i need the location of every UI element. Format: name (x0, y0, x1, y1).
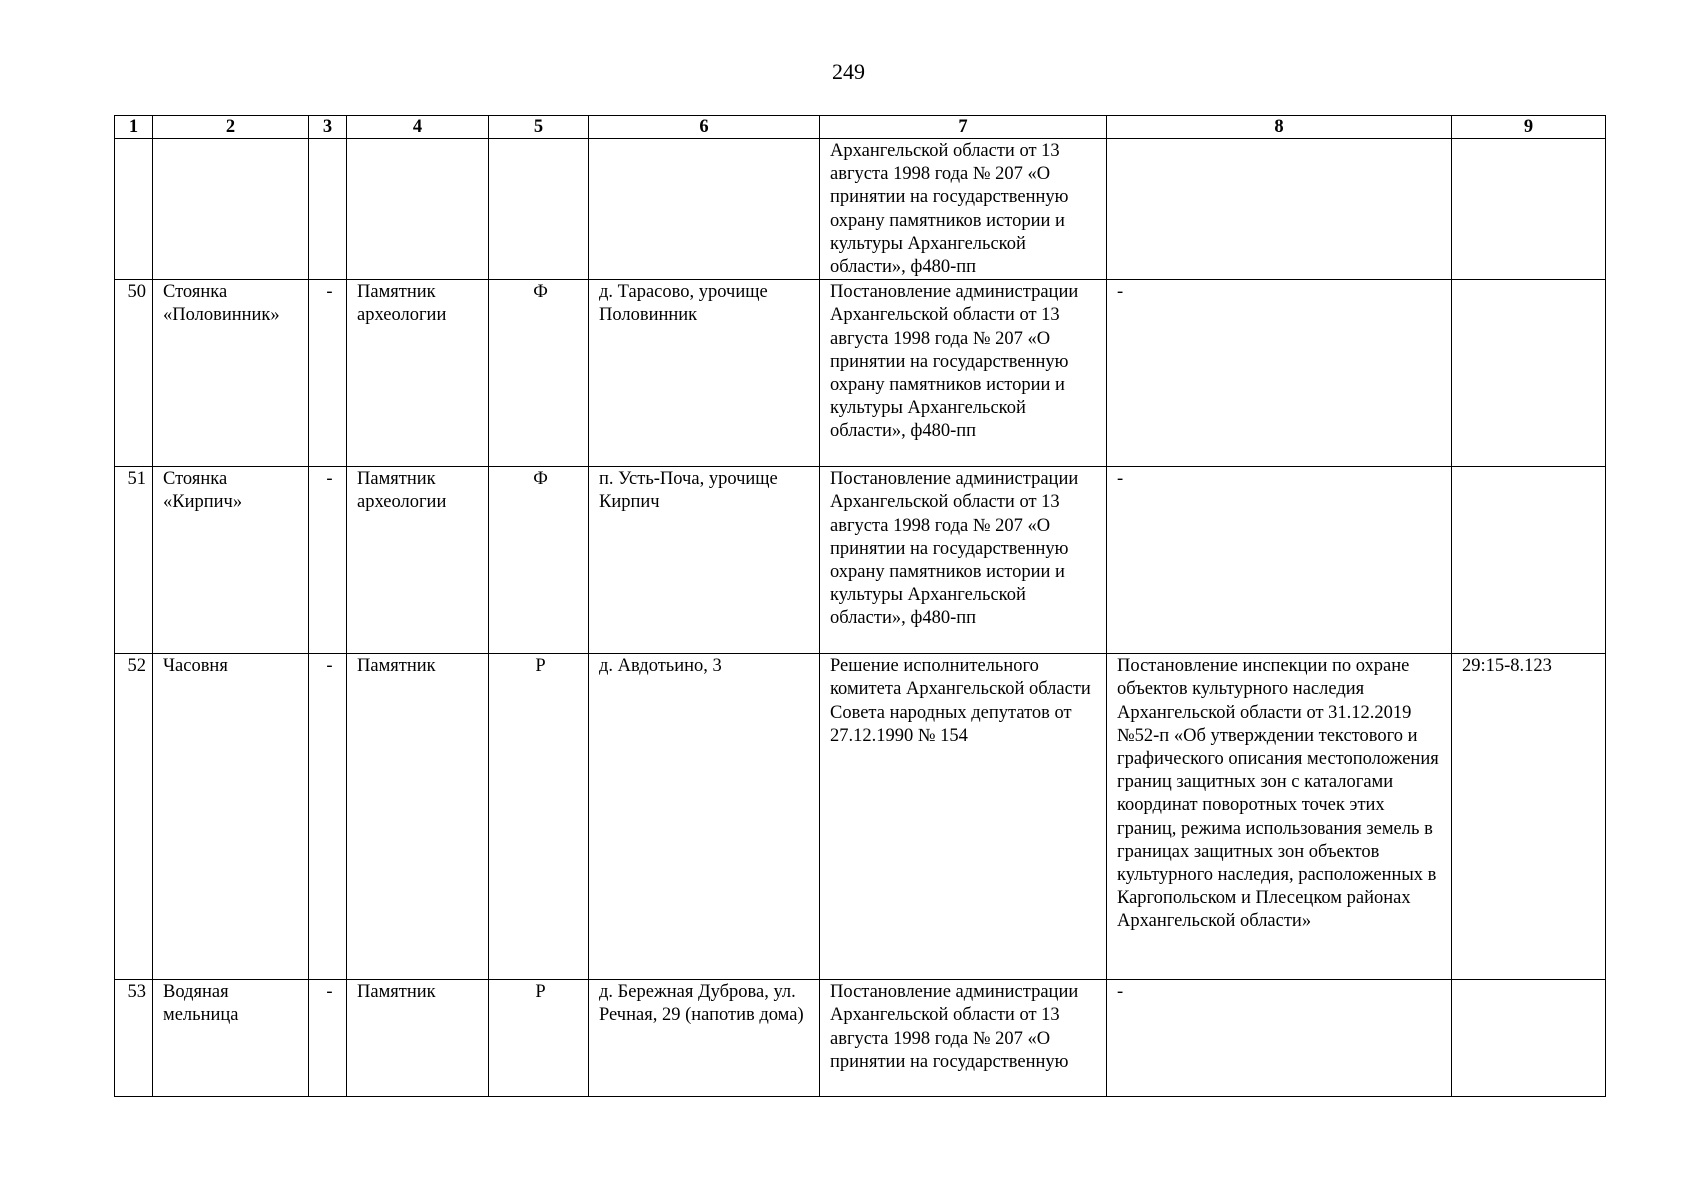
cell-zone-doc: - (1107, 280, 1452, 467)
header-row (115, 116, 1606, 139)
cell-num (115, 139, 153, 280)
cell-name (153, 139, 309, 280)
table-row (115, 654, 1606, 980)
header-cell-2: 2 (153, 116, 309, 139)
cell-address: д. Авдотьино, 3 (589, 654, 820, 980)
cell-num: 50 (115, 280, 153, 467)
cell-category (489, 139, 589, 280)
cell-address: д. Бережная Дуброва, ул. Речная, 29 (напотив дома) (589, 980, 820, 1097)
header-cell-8: 8 (1107, 116, 1452, 139)
cell-num: 51 (115, 467, 153, 654)
cell-zone-doc: Постановление инспекции по охране объектов культурного наследия Архангельской области от 31.12.2019 №52-п «Об утверждении текстового и графического описания местоположения границ защитных зон с каталогами координат поворотных точек этих границ, режима использования земель в границах защитных зон объектов культурного наследия, расположенных в Каргопольском и Плесецком районах Архангельской области» (1107, 654, 1452, 980)
header-cell-7: 7 (820, 116, 1107, 139)
heritage-registry-table (114, 115, 1606, 1097)
cell-col3: - (309, 980, 347, 1097)
cell-address (589, 139, 820, 280)
cell-type: Памятник (347, 654, 489, 980)
cell-num: 52 (115, 654, 153, 980)
cell-zone-doc (1107, 139, 1452, 280)
cell-doc: Решение исполнительного комитета Архангельской области Совета народных депутатов от 27.12.1990 № 154 (820, 654, 1107, 980)
cell-name: Часовня (153, 654, 309, 980)
cell-col3: - (309, 654, 347, 980)
cell-doc: Архангельской области от 13 августа 1998 года № 207 «О принятии на государственную охрану памятников истории и культуры Архангельской области», ф480-пп (820, 139, 1107, 280)
table-row (115, 280, 1606, 467)
header-cell-1: 1 (115, 116, 153, 139)
cell-doc: Постановление администрации Архангельской области от 13 августа 1998 года № 207 «О принятии на государственную (820, 980, 1107, 1097)
page-number: 249 (832, 59, 865, 84)
cell-doc: Постановление администрации Архангельской области от 13 августа 1998 года № 207 «О принятии на государственную охрану памятников истории и культуры Архангельской области», ф480-пп (820, 280, 1107, 467)
cell-zone-doc: - (1107, 980, 1452, 1097)
header-cell-6: 6 (589, 116, 820, 139)
cell-address: п. Усть-Поча, урочище Кирпич (589, 467, 820, 654)
table-row-continued (115, 139, 1606, 280)
header-cell-4: 4 (347, 116, 489, 139)
cell-name: Стоянка «Половинник» (153, 280, 309, 467)
cell-category: Ф (489, 280, 589, 467)
cell-name: Водяная мельница (153, 980, 309, 1097)
cell-col3 (309, 139, 347, 280)
cell-address: д. Тарасово, урочище Половинник (589, 280, 820, 467)
header-cell-9: 9 (1452, 116, 1606, 139)
table-row (115, 980, 1606, 1097)
cell-col3: - (309, 467, 347, 654)
cell-category: Р (489, 980, 589, 1097)
cell-type: Памятник (347, 980, 489, 1097)
cell-category: Р (489, 654, 589, 980)
cell-category: Ф (489, 467, 589, 654)
cell-type (347, 139, 489, 280)
cell-col3: - (309, 280, 347, 467)
cell-name: Стоянка «Кирпич» (153, 467, 309, 654)
header-cell-5: 5 (489, 116, 589, 139)
cell-doc: Постановление администрации Архангельской области от 13 августа 1998 года № 207 «О принятии на государственную охрану памятников истории и культуры Архангельской области», ф480-пп (820, 467, 1107, 654)
cell-type: Памятник археологии (347, 280, 489, 467)
cell-type: Памятник археологии (347, 467, 489, 654)
cell-reg (1452, 467, 1606, 654)
table-row (115, 467, 1606, 654)
cell-reg: 29:15-8.123 (1452, 654, 1606, 980)
cell-num: 53 (115, 980, 153, 1097)
cell-reg (1452, 280, 1606, 467)
cell-reg (1452, 139, 1606, 280)
header-cell-3: 3 (309, 116, 347, 139)
cell-reg (1452, 980, 1606, 1097)
cell-zone-doc: - (1107, 467, 1452, 654)
